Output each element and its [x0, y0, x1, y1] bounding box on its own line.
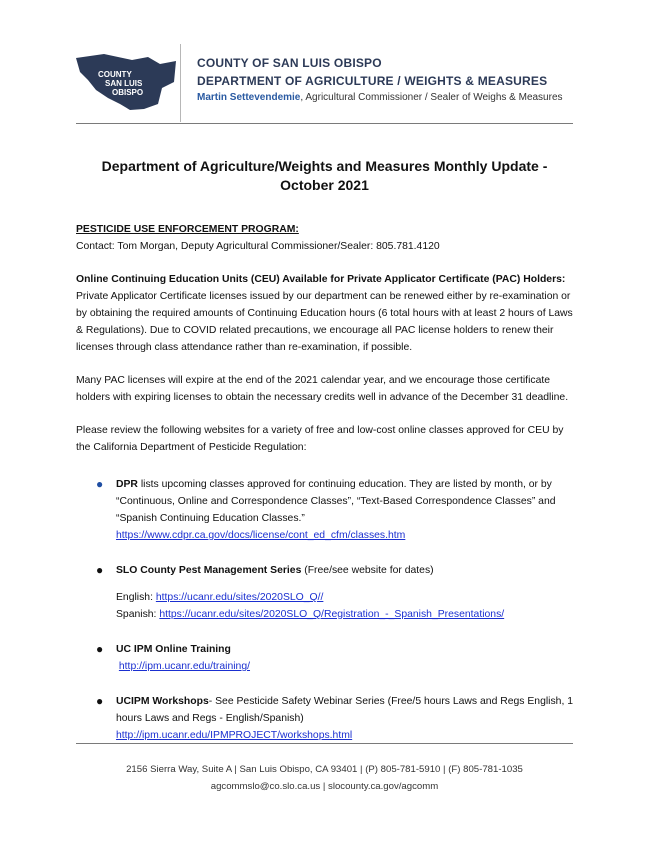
ceu-heading: Online Continuing Education Units (CEU) Available for Private Applicator Certificate (PAC) Holders: [76, 274, 566, 285]
dpr-link[interactable]: https://www.cdpr.ca.gov/docs/license/cont_ed_cfm/classes.htm [116, 530, 406, 541]
slo-spanish-link[interactable]: https://ucanr.edu/sites/2020SLO_Q/Registration_-_Spanish_Presentations/ [159, 609, 505, 620]
resource-list [76, 476, 576, 744]
list-item-dpr [76, 476, 576, 544]
dpr-name: DPR [116, 479, 138, 490]
list-item-ucipm [76, 641, 576, 675]
logo-text-sanluis: SAN LUIS [105, 79, 143, 88]
header-rule [76, 123, 573, 124]
footer-contact: agcommslo@co.slo.ca.us | slocounty.ca.gov/agcomm [210, 781, 439, 792]
title-line2: October 2021 [280, 177, 369, 193]
slo-english-link[interactable]: https://ucanr.edu/sites/2020SLO_Q// [155, 592, 324, 603]
list-item-slo [76, 562, 576, 623]
workshops-link[interactable]: http://ipm.ucanr.edu/IPMPROJECT/workshops.html [116, 730, 353, 741]
ucipm-link[interactable]: http://ipm.ucanr.edu/training/ [118, 661, 251, 672]
ceu-para1: Private Applicator Certificate licenses issued by our department can be renewed either by re-examination or by obtaining the required amounts of Continuing Education hours (6 total hours with at least 2 hours of Laws & Regulations). Due to COVID related precautions, we encourage all PAC license holders to renew their licenses through class attendance rather than re-examination, if possible. [76, 291, 573, 353]
county-logo [74, 52, 178, 112]
bullet-icon: ● [96, 694, 104, 708]
slo-spanish-label: Spanish: [116, 609, 160, 620]
title-line1: Department of Agriculture/Weights and Measures Monthly Update - [101, 158, 548, 174]
commissioner-line [197, 92, 563, 106]
letterhead [197, 56, 563, 106]
county-name: COUNTY OF SAN LUIS OBISPO [197, 56, 382, 70]
commissioner-name: Martin Settevendemie [197, 92, 301, 103]
dpr-text: lists upcoming classes approved for continuing education. They are listed by month, or by “Continuous, Online and Correspondence Classes”, “Text-Based Correspondence Classes” and “Spanish Continuing Education Classes.” [116, 479, 556, 524]
workshops-text: - See Pesticide Safety Webinar Series (Free/5 hours Laws and Regs English, 1 hours Laws and Regs - English/Spanish) [116, 696, 574, 724]
department-name: DEPARTMENT OF AGRICULTURE / WEIGHTS & MEASURES [197, 74, 548, 88]
ucipm-name: UC IPM Online Training [116, 644, 231, 655]
bullet-icon: ● [96, 642, 104, 656]
bullet-icon: ● [96, 477, 104, 491]
slo-text: (Free/see website for dates) [301, 565, 434, 576]
logo-text-county: COUNTY [98, 70, 132, 79]
workshops-name: UCIPM Workshops [116, 696, 209, 707]
slo-name: SLO County Pest Management Series [116, 565, 302, 576]
document-body [76, 221, 576, 744]
ceu-para3: Please review the following websites for a variety of free and low-cost online classes approved for CEU by the California Department of Pesticide Regulation: [76, 425, 564, 453]
slo-english-label: English: [116, 592, 156, 603]
bullet-icon: ● [96, 563, 104, 577]
section-heading: PESTICIDE USE ENFORCEMENT PROGRAM: [76, 224, 299, 235]
commissioner-title: , Agricultural Commissioner / Sealer of Weighs & Measures [300, 92, 563, 103]
header-divider [180, 44, 181, 122]
footer-address: 2156 Sierra Way, Suite A | San Luis Obispo, CA 93401 | (P) 805-781-5910 | (F) 805-781-1035 [126, 764, 523, 775]
logo-text-obispo: OBISPO [112, 88, 144, 97]
ceu-para2: Many PAC licenses will expire at the end of the 2021 calendar year, and we encourage those certificate holders with expiring licenses to obtain the necessary credits well in advance of the December 31 deadline. [76, 375, 569, 403]
list-item-workshops [76, 693, 576, 744]
page-title [76, 157, 573, 195]
contact-line: Contact: Tom Morgan, Deputy Agricultural Commissioner/Sealer: 805.781.4120 [76, 241, 440, 252]
footer [76, 761, 573, 795]
footer-rule [76, 743, 573, 744]
